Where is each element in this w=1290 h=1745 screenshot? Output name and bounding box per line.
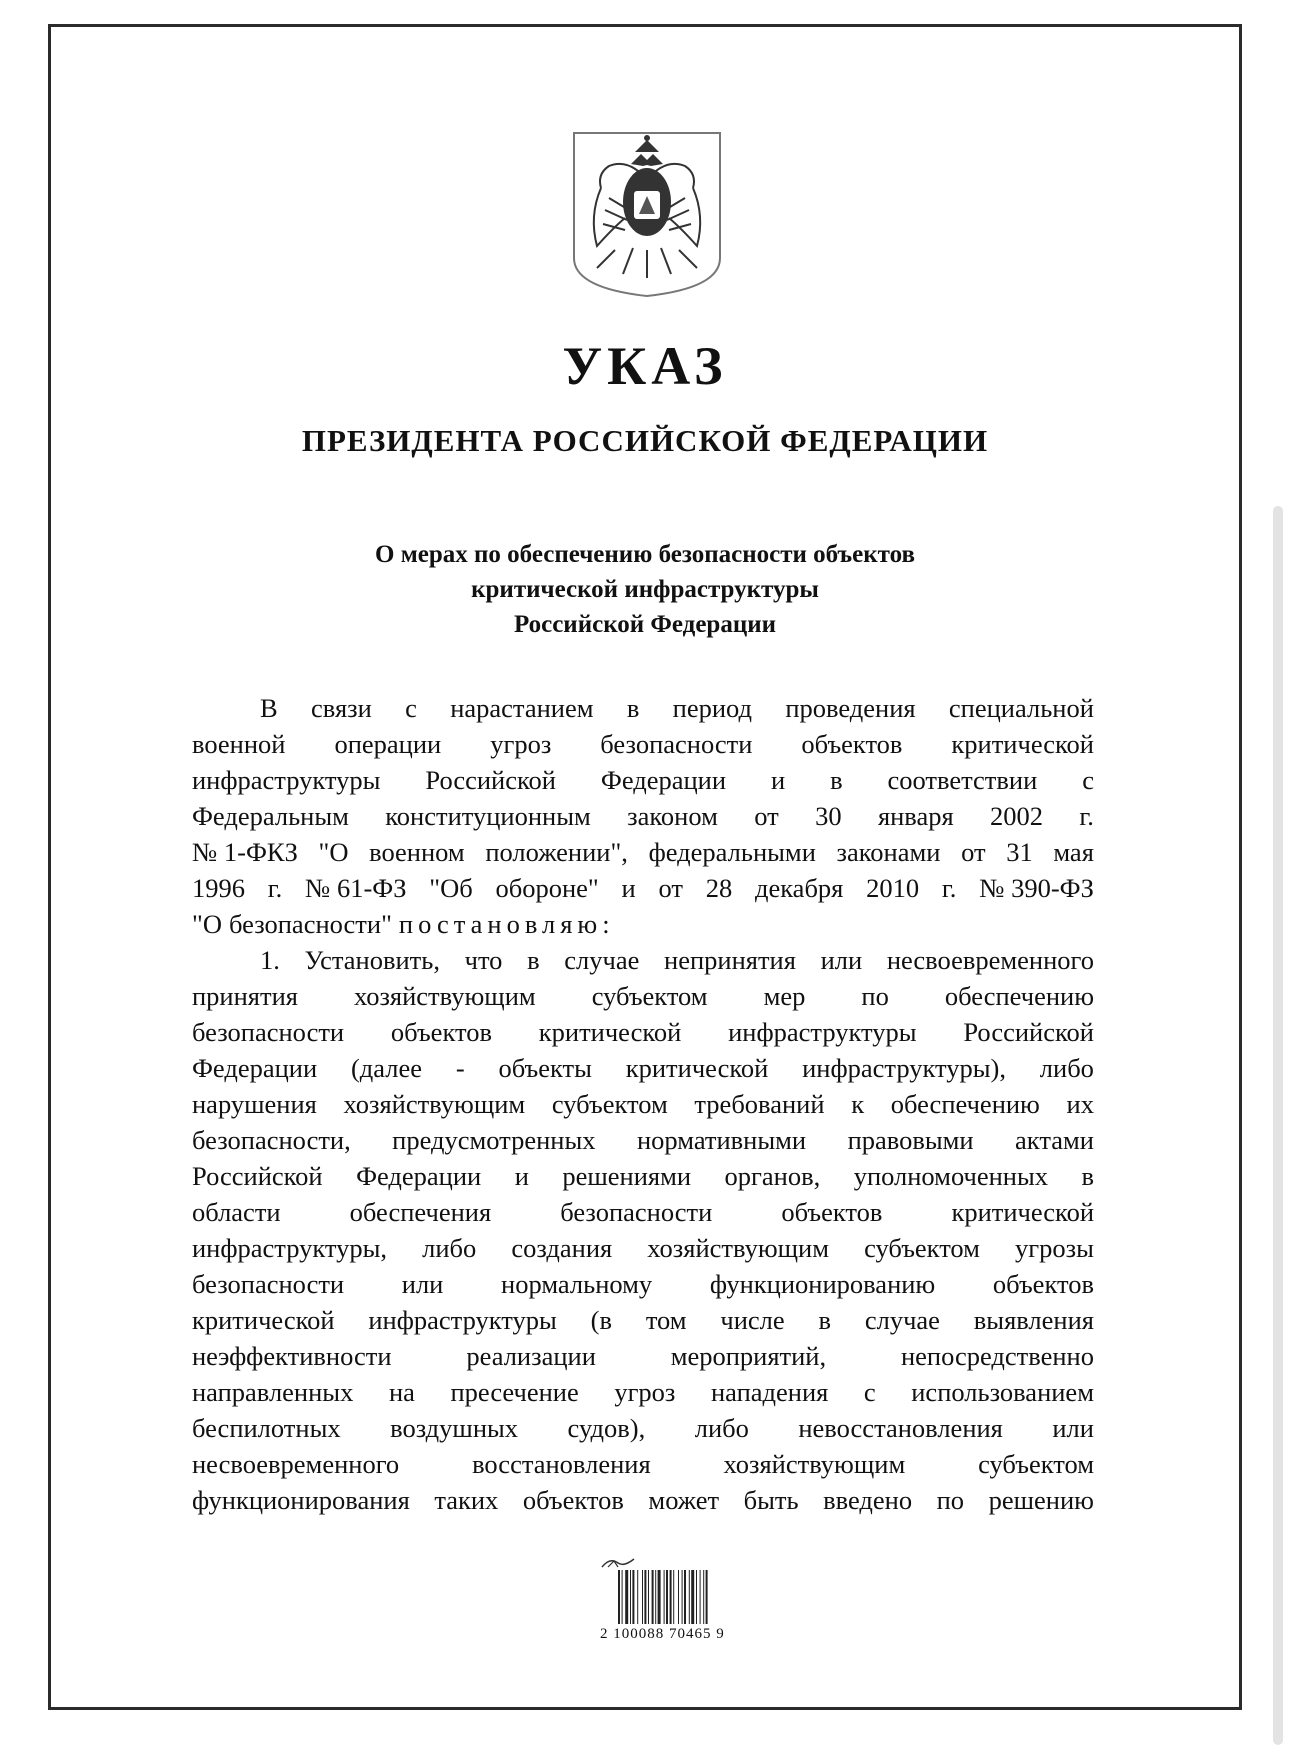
body-word: требований xyxy=(694,1089,825,1119)
body-word: может xyxy=(648,1485,720,1515)
body-word: специальной xyxy=(948,693,1094,723)
body-line xyxy=(192,978,1094,1014)
body-line xyxy=(192,906,1094,942)
body-word: декабря xyxy=(754,873,844,903)
body-word: "О xyxy=(318,837,349,867)
body-word: от xyxy=(961,837,986,867)
body-word: объектов xyxy=(781,1197,883,1227)
body-line xyxy=(192,1230,1094,1266)
subject-line: Российской Федерации xyxy=(513,611,777,638)
body-word: в xyxy=(830,765,843,795)
body-word: "О xyxy=(192,909,222,939)
body-line xyxy=(192,690,1094,726)
body-word: объектов xyxy=(801,729,903,759)
body-word: органов, xyxy=(724,1161,821,1191)
body-word: января xyxy=(877,801,954,831)
body-word: актами xyxy=(1015,1125,1094,1155)
body-word: их xyxy=(1066,1089,1094,1119)
body-word: функционирования xyxy=(192,1485,410,1515)
body-word: решениями xyxy=(562,1161,692,1191)
body-word: нападения xyxy=(710,1377,829,1407)
body-word: критической xyxy=(951,729,1094,759)
body-word: инфраструктуры, xyxy=(192,1233,388,1263)
body-word: (далее xyxy=(350,1053,423,1083)
body-word: Российской xyxy=(963,1017,1094,1047)
body-word: объектов xyxy=(390,1017,492,1047)
subject-line: критической инфраструктуры xyxy=(471,576,819,603)
body-word: безопасности xyxy=(560,1197,713,1227)
body-line xyxy=(192,762,1094,798)
body-word: В xyxy=(260,693,278,723)
body-word: числе xyxy=(720,1305,785,1335)
body-word: 1996 xyxy=(192,873,245,903)
body-word: критической xyxy=(951,1197,1094,1227)
body-word: Установить, xyxy=(304,945,440,975)
body-word: критической xyxy=(538,1017,682,1047)
body-word: объектов xyxy=(522,1485,624,1515)
body-word: с xyxy=(863,1377,876,1407)
body-line xyxy=(192,1338,1094,1374)
body-line xyxy=(192,1194,1094,1230)
body-word: и xyxy=(514,1161,529,1191)
body-word: нарастанием xyxy=(450,693,594,723)
body-word: выявления xyxy=(973,1305,1094,1335)
body-word: законом xyxy=(627,801,718,831)
body-line xyxy=(192,726,1094,762)
body-line xyxy=(192,798,1094,834)
body-word: обеспечению xyxy=(944,981,1094,1011)
body-line xyxy=(192,942,1094,978)
body-word: уполномоченных xyxy=(853,1161,1049,1191)
body-line xyxy=(192,1266,1094,1302)
body-word: г. xyxy=(267,873,283,903)
body-word: субъектом xyxy=(864,1233,980,1263)
body-word: Федерации xyxy=(356,1161,482,1191)
body-word: от xyxy=(754,801,779,831)
body-line xyxy=(192,870,1094,906)
body-word: обеспечению xyxy=(890,1089,1040,1119)
body-word: решению xyxy=(988,1485,1094,1515)
body-word: субъектом xyxy=(591,981,708,1011)
body-word: операции xyxy=(334,729,442,759)
body-word: угроз xyxy=(614,1377,676,1407)
body-word: непосредственно xyxy=(900,1341,1094,1371)
body-word: или xyxy=(1052,1413,1094,1443)
body-word: и xyxy=(621,873,636,903)
body-word: хозяйствующим xyxy=(647,1233,829,1263)
body-word: критической xyxy=(192,1305,335,1335)
body-word: случае xyxy=(564,945,640,975)
document-body xyxy=(192,690,1094,1518)
barcode-logo xyxy=(600,1555,636,1569)
body-word: положении", xyxy=(485,837,628,867)
body-word: в xyxy=(527,945,540,975)
body-word: таких xyxy=(434,1485,499,1515)
body-word: инфраструктуры xyxy=(192,765,381,795)
body-word: введено xyxy=(823,1485,913,1515)
body-word: невосстановления xyxy=(798,1413,1003,1443)
body-word: направленных xyxy=(192,1377,354,1407)
body-word: субъектом xyxy=(551,1089,668,1119)
body-word: № 1-ФКЗ xyxy=(192,837,298,867)
body-line xyxy=(192,1302,1094,1338)
body-word: с xyxy=(1082,765,1094,795)
body-word: по xyxy=(936,1485,965,1515)
barcode xyxy=(616,1570,746,1626)
body-word: военном xyxy=(369,837,465,867)
body-word: неэффективности xyxy=(192,1341,392,1371)
body-word: в xyxy=(818,1305,831,1335)
body-line xyxy=(192,1482,1094,1518)
body-word: инфраструктуры xyxy=(728,1017,917,1047)
body-word: связи xyxy=(311,693,372,723)
body-word: от xyxy=(658,873,683,903)
body-word: Федерации xyxy=(192,1053,318,1083)
body-word: № 61-ФЗ xyxy=(305,873,407,903)
body-word: несвоевременного xyxy=(192,1449,400,1479)
body-word: что xyxy=(464,945,503,975)
body-word: по xyxy=(861,981,889,1011)
body-line xyxy=(192,1014,1094,1050)
body-word: безопасности xyxy=(192,1269,345,1299)
body-word: Федерации xyxy=(600,765,727,795)
body-word: Федеральным xyxy=(192,801,349,831)
body-word: инфраструктуры), xyxy=(802,1053,1006,1083)
body-word: восстановления xyxy=(472,1449,651,1479)
body-word: правовыми xyxy=(847,1125,974,1155)
body-word: 1. xyxy=(260,945,280,975)
body-word: угроз xyxy=(490,729,552,759)
coat-of-arms-emblem xyxy=(571,130,723,298)
body-word: к xyxy=(851,1089,865,1119)
body-word: - xyxy=(455,1053,465,1083)
body-word: или xyxy=(401,1269,444,1299)
body-word: 2010 xyxy=(866,873,920,903)
body-line xyxy=(192,1446,1094,1482)
body-word: в xyxy=(1081,1161,1094,1191)
body-word: мероприятий, xyxy=(670,1341,827,1371)
body-word: нормальному xyxy=(501,1269,653,1299)
body-line xyxy=(192,1158,1094,1194)
body-word: воздушных xyxy=(390,1413,519,1443)
body-word: нормативными xyxy=(636,1125,807,1155)
scrollbar[interactable] xyxy=(1273,506,1283,1745)
body-word: (в xyxy=(590,1305,612,1335)
barcode-number: 2 100088 70465 9 xyxy=(600,1626,725,1642)
body-word: либо xyxy=(694,1413,749,1443)
body-line xyxy=(192,1086,1094,1122)
body-word: № 390-ФЗ xyxy=(979,873,1094,903)
body-word: 30 xyxy=(815,801,842,831)
body-word: использованием xyxy=(911,1377,1094,1407)
body-word: случае xyxy=(864,1305,940,1335)
document-issuer: ПРЕЗИДЕНТА РОССИЙСКОЙ ФЕДЕРАЦИИ xyxy=(301,423,989,458)
document-heading: УКАЗ xyxy=(562,336,728,396)
body-word: хозяйствующим xyxy=(343,1089,526,1119)
body-word: мер xyxy=(763,981,806,1011)
body-word: "Об xyxy=(429,873,473,903)
body-word: судов), xyxy=(567,1413,646,1443)
document-subject xyxy=(0,537,1290,642)
body-word: 31 xyxy=(1006,837,1033,867)
body-word: принятия xyxy=(192,981,298,1011)
body-word: с xyxy=(405,693,417,723)
body-word: либо xyxy=(1039,1053,1094,1083)
body-word: создания xyxy=(511,1233,613,1263)
body-word: г. xyxy=(941,873,957,903)
body-word: Российской xyxy=(425,765,556,795)
body-word: угрозы xyxy=(1015,1233,1094,1263)
body-word: законами xyxy=(836,837,941,867)
body-word: объекты xyxy=(498,1053,592,1083)
body-word: инфраструктуры xyxy=(368,1305,557,1335)
body-word: безопасности, xyxy=(192,1125,351,1155)
body-word: хозяйствующим xyxy=(723,1449,906,1479)
body-line xyxy=(192,834,1094,870)
body-word: федеральными xyxy=(648,837,816,867)
body-word: обороне" xyxy=(495,873,599,903)
body-word: в xyxy=(626,693,640,723)
body-word: предусмотренных xyxy=(392,1125,596,1155)
body-word: том xyxy=(645,1305,687,1335)
body-line xyxy=(192,1410,1094,1446)
body-line xyxy=(192,1374,1094,1410)
body-word: обеспечения xyxy=(349,1197,492,1227)
body-word: военной xyxy=(192,729,286,759)
body-word: конституционным xyxy=(385,801,591,831)
body-word: функционированию xyxy=(709,1269,936,1299)
body-word: безопасности xyxy=(600,729,753,759)
body-word: проведения xyxy=(785,693,916,723)
body-word: и xyxy=(770,765,786,795)
body-line xyxy=(192,1122,1094,1158)
body-word: период xyxy=(672,693,753,723)
body-word: объектов xyxy=(992,1269,1094,1299)
body-word: несвоевременного xyxy=(886,945,1094,975)
body-word: критической xyxy=(625,1053,769,1083)
body-word: г. xyxy=(1079,801,1094,831)
body-word: постановляю: xyxy=(398,909,615,939)
body-word: быть xyxy=(743,1485,799,1515)
body-word: субъектом xyxy=(978,1449,1094,1479)
body-word: безопасности xyxy=(192,1017,345,1047)
body-word: 28 xyxy=(705,873,733,903)
body-word: хозяйствующим xyxy=(353,981,536,1011)
body-word: непринятия xyxy=(664,945,796,975)
body-word: беспилотных xyxy=(192,1413,341,1443)
body-word: области xyxy=(192,1197,281,1227)
body-word: соответствии xyxy=(887,765,1038,795)
body-word: безопасности" xyxy=(228,909,392,939)
body-word: пресечение xyxy=(450,1377,579,1407)
body-word: на xyxy=(388,1377,415,1407)
body-word: Российской xyxy=(192,1161,323,1191)
body-word: мая xyxy=(1053,837,1094,867)
body-word: реализации xyxy=(466,1341,596,1371)
body-line xyxy=(192,1050,1094,1086)
subject-line: О мерах по обеспечению безопасности объектов xyxy=(375,541,915,568)
body-word: 2002 xyxy=(990,801,1044,831)
body-word: либо xyxy=(422,1233,477,1263)
body-word: или xyxy=(820,945,863,975)
body-word: нарушения xyxy=(192,1089,317,1119)
